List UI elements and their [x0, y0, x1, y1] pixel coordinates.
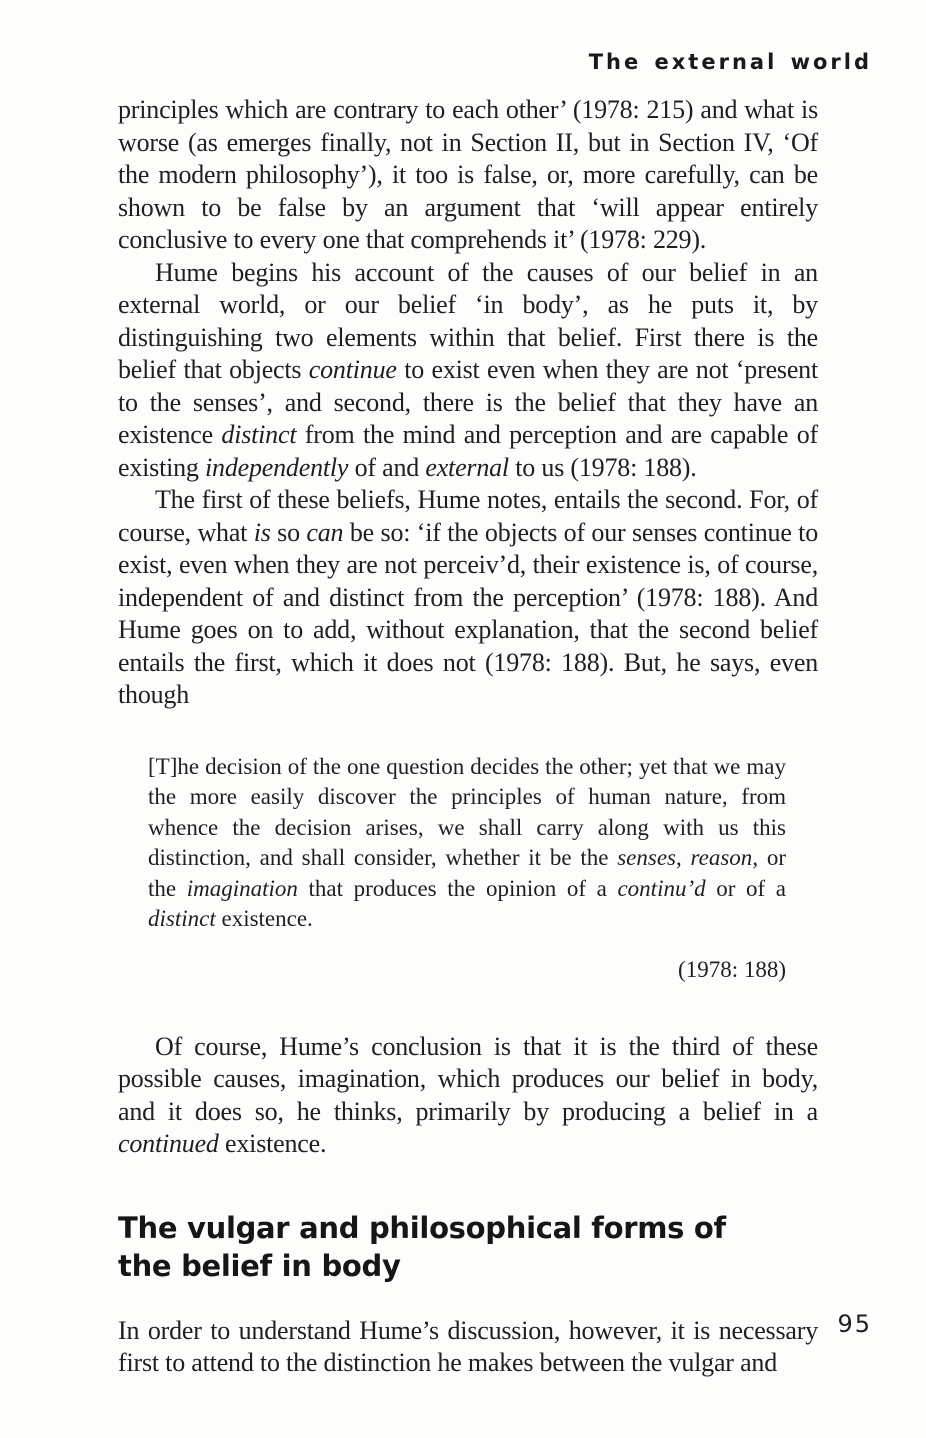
text-column [118, 94, 818, 1380]
running-head: The external world [588, 50, 872, 74]
paragraph: In order to understand Hume’s discussion, however, it is necessary first to attend to the distinction he makes between the vulgar and [118, 1315, 818, 1377]
paragraph: The first of these beliefs, Hume notes, entails the second. For, of course, what is so can be so: ‘if the objects of our senses continue to exist, even when they are not perceiv’d, their existence is, of course, independent of and distinct from the perception’ (1978: 188). And Hume goes on to add, without explanation, that the second belief entails the first, which it does not (1978: 188). But, he says, even though [118, 485, 818, 709]
section-heading [118, 1209, 818, 1285]
quote-citation: (1978: 188) [678, 956, 786, 982]
section-heading-line: The vulgar and philosophical forms of [118, 1210, 726, 1245]
paragraph: Hume begins his account of the causes of our belief in an external world, or our belief ‘in body’, as he puts it, by distinguishing two elements within that belief. First there is the belief that objects continue to exist even when they are not ‘present to the senses’, and second, there is the belief that they have an existence distinct from the mind and perception and are capable of existing independently of and external to us (1978: 188). [118, 257, 818, 482]
block-quote: [T]he decision of the one question decides the other; yet that we may the more easily discover the principles of human nature, from whence the decision arises, we shall carry along with us this distinction, and shall consider, whether it be the senses, reason, or the imagination that produces the opinion of a continu’d or of a distinct existence. [148, 753, 787, 931]
paragraph: Of course, Hume’s conclusion is that it is the third of these possible causes, imagination, which produces our belief in body, and it does so, he thinks, primarily by producing a belief in a continued existence. [118, 1031, 818, 1158]
section-heading-line: the belief in body [118, 1248, 401, 1283]
page-number: 95 [837, 1310, 872, 1338]
paragraph: principles which are contrary to each other’ (1978: 215) and what is worse (as emerges finally, not in Section II, but in Section IV, ‘Of the modern philosophy’), it too is false, or, more carefully, can be shown to be false by an argument that ‘will appear entirely conclusive to every one that comprehends it’ (1978: 229). [118, 95, 818, 254]
